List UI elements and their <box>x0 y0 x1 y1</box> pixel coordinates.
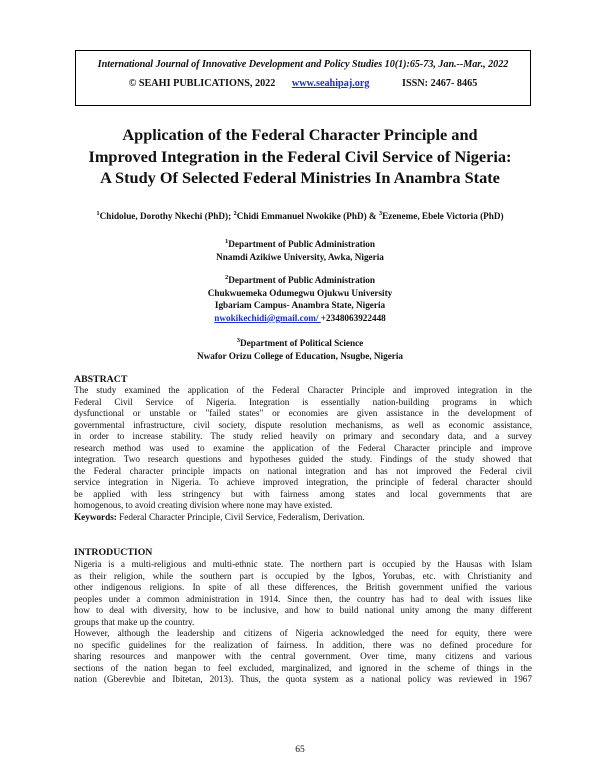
title-line-3: A Study Of Selected Federal Ministries In Anambra State <box>100 168 500 187</box>
abstract-line: be applied with less stringency but with fairness among states and local governments that are <box>74 488 532 499</box>
intro-line: However, although the leadership and citizens of Nigeria acknowledged the need for equity, there were <box>74 628 532 639</box>
abstract-line: in order to increase stability. The study relied heavily on primary and secondary data, and a survey <box>74 431 532 442</box>
affiliation-3 <box>40 335 560 362</box>
keywords-line <box>74 512 532 524</box>
intro-line: no specific guidelines for the realization of fairness. In addition, there was no defined procedure for <box>74 639 532 650</box>
author-2: Chidi Emmanuel Nwokike (PhD) & <box>236 211 379 222</box>
corresponding-email-link[interactable]: nwokikechidi@gmail.com/ <box>214 312 321 323</box>
title-line-2: Improved Integration in the Federal Civil Service of Nigeria: <box>88 146 512 166</box>
intro-line: sections of the nation began to feel excluded, marginalized, and ignored in the scheme of things in the <box>74 662 532 673</box>
abstract-line: The study examined the application of the Federal Character Principle and improved integration in the <box>74 385 532 395</box>
author-1: Chidolue, Dorothy Nkechi (PhD); <box>99 211 234 222</box>
abstract-heading: ABSTRACT <box>74 374 128 385</box>
issn-label: ISSN: 2467- 8465 <box>402 78 478 89</box>
author-3: Ezeneme, Ebele Victoria (PhD) <box>382 211 504 222</box>
affiliation-1-institution: Nnamdi Azikiwe University, Awka, Nigeria <box>216 251 384 262</box>
intro-line: how to deal with diversity, how to be inclusive, and how to build national unity among the many different <box>74 605 532 616</box>
intro-line: sharing resources and manpower with the central government. Over time, many citizens and various <box>74 651 532 662</box>
publisher-name: © SEAHI PUBLICATIONS, 2022 <box>128 78 276 89</box>
intro-line: peoples under a common administration in 1914. Since then, the country has had to deal with issues like <box>74 593 532 604</box>
abstract-line: the Federal character principle impacts on national integration and has not improved the Federal civil <box>74 465 532 476</box>
affiliation-2 <box>40 272 560 324</box>
author-1-marker: 1 <box>96 210 100 217</box>
affiliation-2-dept: Department of Public Administration <box>228 275 375 286</box>
intro-line: other indigenous religions. In spite of all these differences, the British government unified the various <box>74 582 532 593</box>
publisher-line <box>76 78 530 89</box>
abstract-line: research method was used to examine the application of the Federal Character principle and improve <box>74 442 532 453</box>
paper-title <box>40 124 560 189</box>
intro-line: Nigeria is a multi-religious and multi-ethnic state. The northern part is occupied by the Hausas with Islam <box>74 559 532 569</box>
intro-line: groups that make up the country. <box>74 616 195 627</box>
introduction-heading: INTRODUCTION <box>74 547 153 558</box>
corresponding-phone: +2348063922448 <box>320 312 386 323</box>
author-list <box>40 210 560 221</box>
affiliation-2-campus: Igbariam Campus- Anambra State, Nigeria <box>214 300 386 311</box>
affiliation-3-marker: 3 <box>236 337 240 344</box>
abstract-line: homogenous, to avoid creating division where none may have existed. <box>74 500 333 511</box>
affiliation-1-marker: 1 <box>225 238 229 245</box>
abstract-line: governmental infrastructure, civil society, dispute resolution mechanisms, as well as economic assistance, <box>74 419 532 430</box>
affiliation-2-marker: 2 <box>225 274 229 281</box>
abstract-line: dysfunctional or unstable or "failed states" or economies are given assistance in the development of <box>74 408 532 419</box>
author-3-marker: 3 <box>378 210 383 217</box>
keywords-label: Keywords: <box>74 512 120 523</box>
journal-header-box <box>75 50 531 106</box>
title-line-1: Application of the Federal Character Principle and <box>122 125 478 144</box>
abstract-line: integration. Two research questions and hypotheses guided the study. Findings of the study showed that <box>74 454 532 465</box>
intro-line: nation (Gberevbie and Ibitetan, 2013). Thus, the quota system as a national policy was reviewed in 1967 <box>74 674 532 685</box>
page-number: 65 <box>295 745 305 755</box>
abstract-line: service integration in Nigeria. To achieve improved integration, the principle of federal character should <box>74 477 532 488</box>
affiliation-1-dept: Department of Public Administration <box>228 239 375 250</box>
affiliation-2-institution: Chukwuemeka Odumegwu Ojukwu University <box>207 287 393 298</box>
author-2-marker: 2 <box>233 210 237 217</box>
abstract-body <box>74 385 532 524</box>
affiliation-3-dept: Department of Political Science <box>240 338 364 349</box>
intro-line: as their religion, while the southern part is occupied by the Igbos, Yorubas, etc. with Christianity and <box>74 570 532 581</box>
journal-url-link[interactable]: www.seahipaj.org <box>291 78 370 89</box>
abstract-line: Federal Civil Service of Nigeria. Integration is essentially nation-building programs in which <box>74 396 532 407</box>
introduction-body <box>74 559 532 686</box>
affiliation-3-institution: Nwafor Orizu College of Education, Nsugbe, Nigeria <box>196 350 404 361</box>
affiliation-1 <box>40 236 560 263</box>
journal-citation: International Journal of Innovative Development and Policy Studies 10(1):65-73, Jan.--Mar., 2022 <box>97 59 509 70</box>
keywords-text: Federal Character Principle, Civil Service, Federalism, Derivation. <box>119 512 365 523</box>
